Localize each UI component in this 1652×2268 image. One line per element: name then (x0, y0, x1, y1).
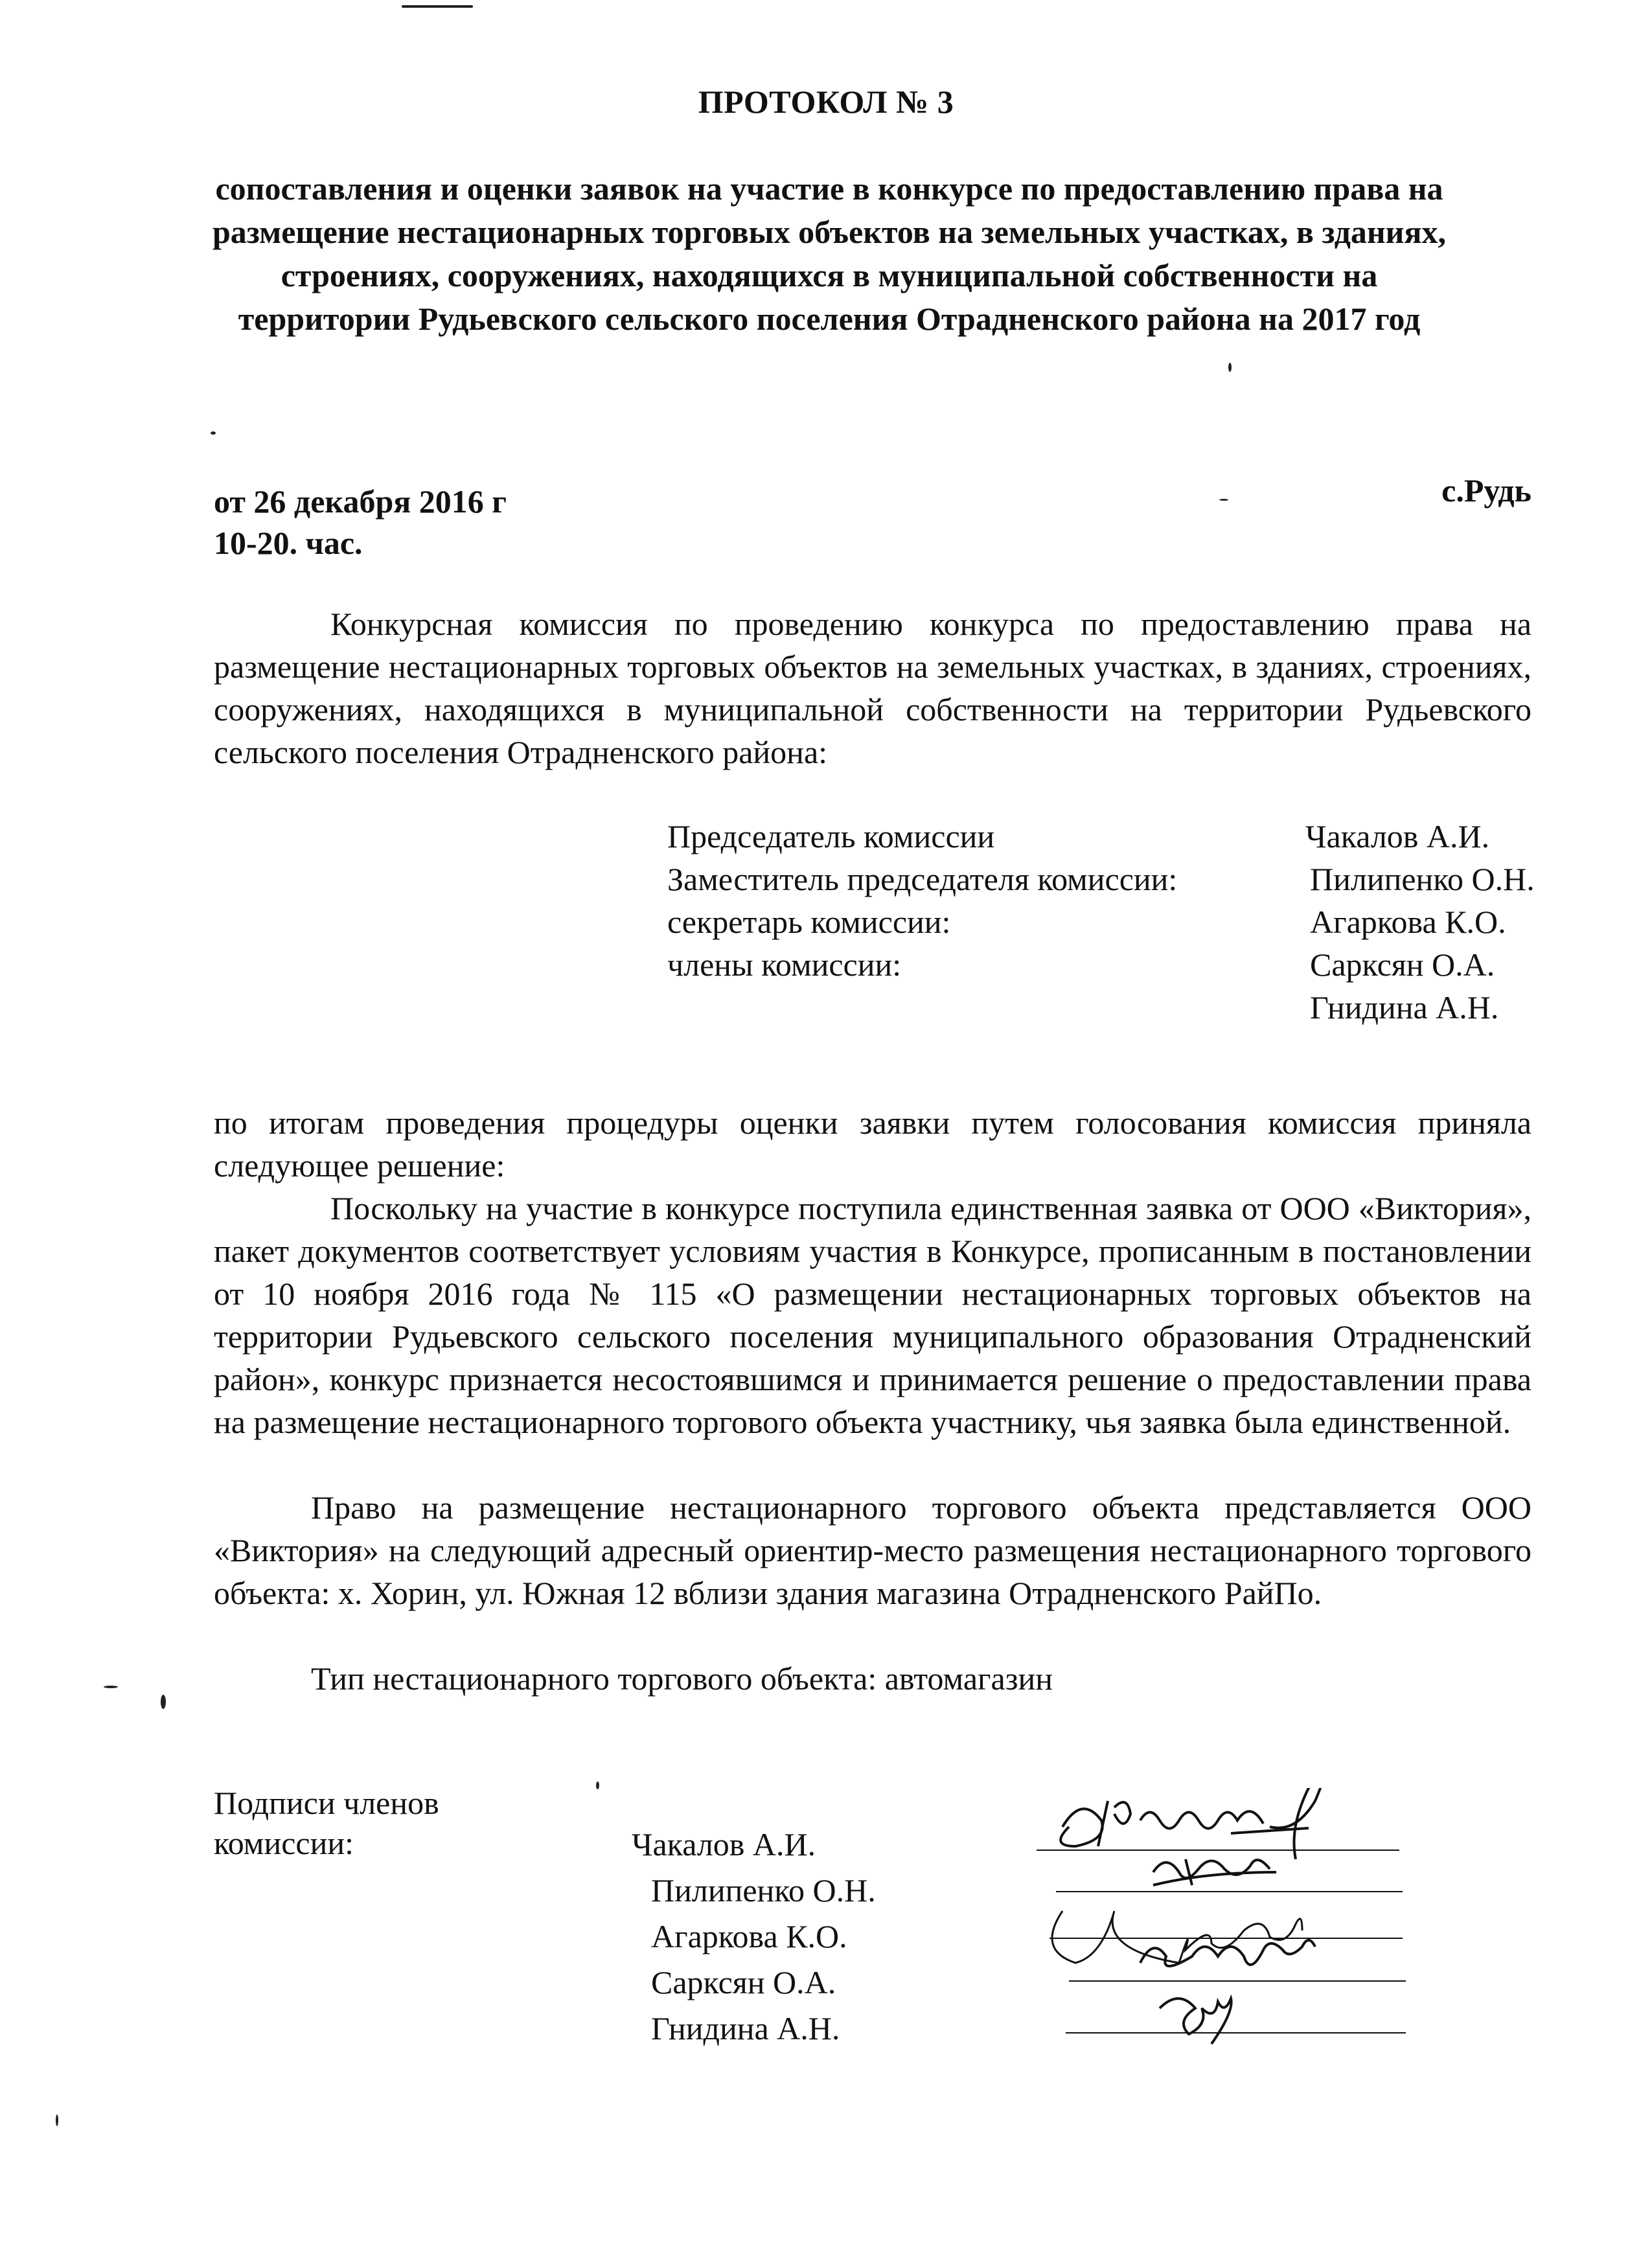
protocol-time: 10-20. час. (214, 525, 363, 561)
scan-artifact (161, 1695, 166, 1709)
decision-intro-paragraph: по итогам проведения процедуры оценки заявки путем голосования комиссия приняла следующее решение: (214, 1105, 1532, 1184)
commission-role: Заместитель председателя комиссии: (667, 861, 1178, 897)
commission-name: Гнидина А.Н. (1310, 989, 1499, 1025)
handwritten-signatures (1037, 1788, 1412, 2060)
document-title: ПРОТОКОЛ № 3 (698, 84, 954, 120)
signature-names (632, 1822, 876, 2052)
scan-artifact (402, 5, 473, 8)
commission-name: Чакалов А.И. (1305, 818, 1490, 854)
commission-role: секретарь комиссии: (667, 904, 951, 940)
scan-artifact (56, 2114, 58, 2126)
signature-scribble (1140, 1940, 1315, 1966)
signature-name: Агаркова К.О. (651, 1918, 847, 1954)
signature-name: Пилипенко О.Н. (651, 1872, 876, 1908)
scan-artifact (1219, 499, 1228, 501)
signature-name: Гнидина А.Н. (651, 2010, 840, 2046)
commission-role: члены комиссии: (667, 946, 902, 983)
document-subtitle: сопоставления и оценки заявок на участие в конкурсе по предоставлению права на размещение нестационарных торговых объектов на земельных участках, в зданиях, строениях, сооружениях, находящихся в муниципальной собственности на территории Рудьевского сельского поселения Отрадненского района на 2017 год (212, 170, 1447, 337)
scan-artifact (104, 1686, 118, 1688)
signature-scribble (1160, 1999, 1232, 2044)
scan-artifact (1228, 363, 1232, 372)
commission-name: Сарксян О.А. (1310, 946, 1495, 983)
scan-artifact (211, 431, 216, 435)
signature-scribble (1052, 1911, 1302, 1963)
scan-artifact (596, 1781, 599, 1789)
signature-scribble (1153, 1859, 1276, 1885)
decision-paragraph: Поскольку на участие в конкурсе поступила единственная заявка от ООО «Виктория», пакет документов соответствует условиям участия в Конкурсе, прописанным в постановлении от 10 ноября 2016 года № 115 «О размещении нестационарных торговых объектов на территории Рудьевского сельского поселения муниципального образования Отрадненский район», конкурс признается несостоявшимся и принимается решение о предоставлении права на размещение нестационарного торгового объекта участнику, чья заявка была единственной. (214, 1190, 1532, 1440)
placement-paragraph: Право на размещение нестационарного торгового объекта представляется ООО «Виктория» на следующий адресный ориентир-место размещения нестационарного торгового объекта: х. Хорин, ул. Южная 12 вблизи здания магазина Отрадненского РайПо. (214, 1489, 1532, 1611)
protocol-date: от 26 декабря 2016 г (214, 483, 507, 520)
commission-name: Пилипенко О.Н. (1310, 861, 1535, 897)
protocol-place: с.Рудь (1441, 472, 1532, 509)
commission-name: Агаркова К.О. (1310, 904, 1506, 940)
signature-name: Чакалов А.И. (632, 1826, 816, 1862)
signature-name: Сарксян О.А. (651, 1964, 836, 2000)
date-block (214, 481, 507, 564)
intro-paragraph: Конкурсная комиссия по проведению конкурса по предоставлению права на размещение нестационарных торговых объектов на земельных участках, в зданиях, строениях, сооружениях, находящихся в муниципальной собственности на территории Рудьевского сельского поселения Отрадненского района: (214, 606, 1532, 770)
signatures-label: Подписи членов комиссии: (214, 1785, 439, 1861)
object-type-paragraph: Тип нестационарного торгового объекта: автомагазин (311, 1660, 1053, 1697)
commission-role: Председатель комиссии (667, 818, 995, 854)
signature-scribble (1061, 1788, 1324, 1859)
